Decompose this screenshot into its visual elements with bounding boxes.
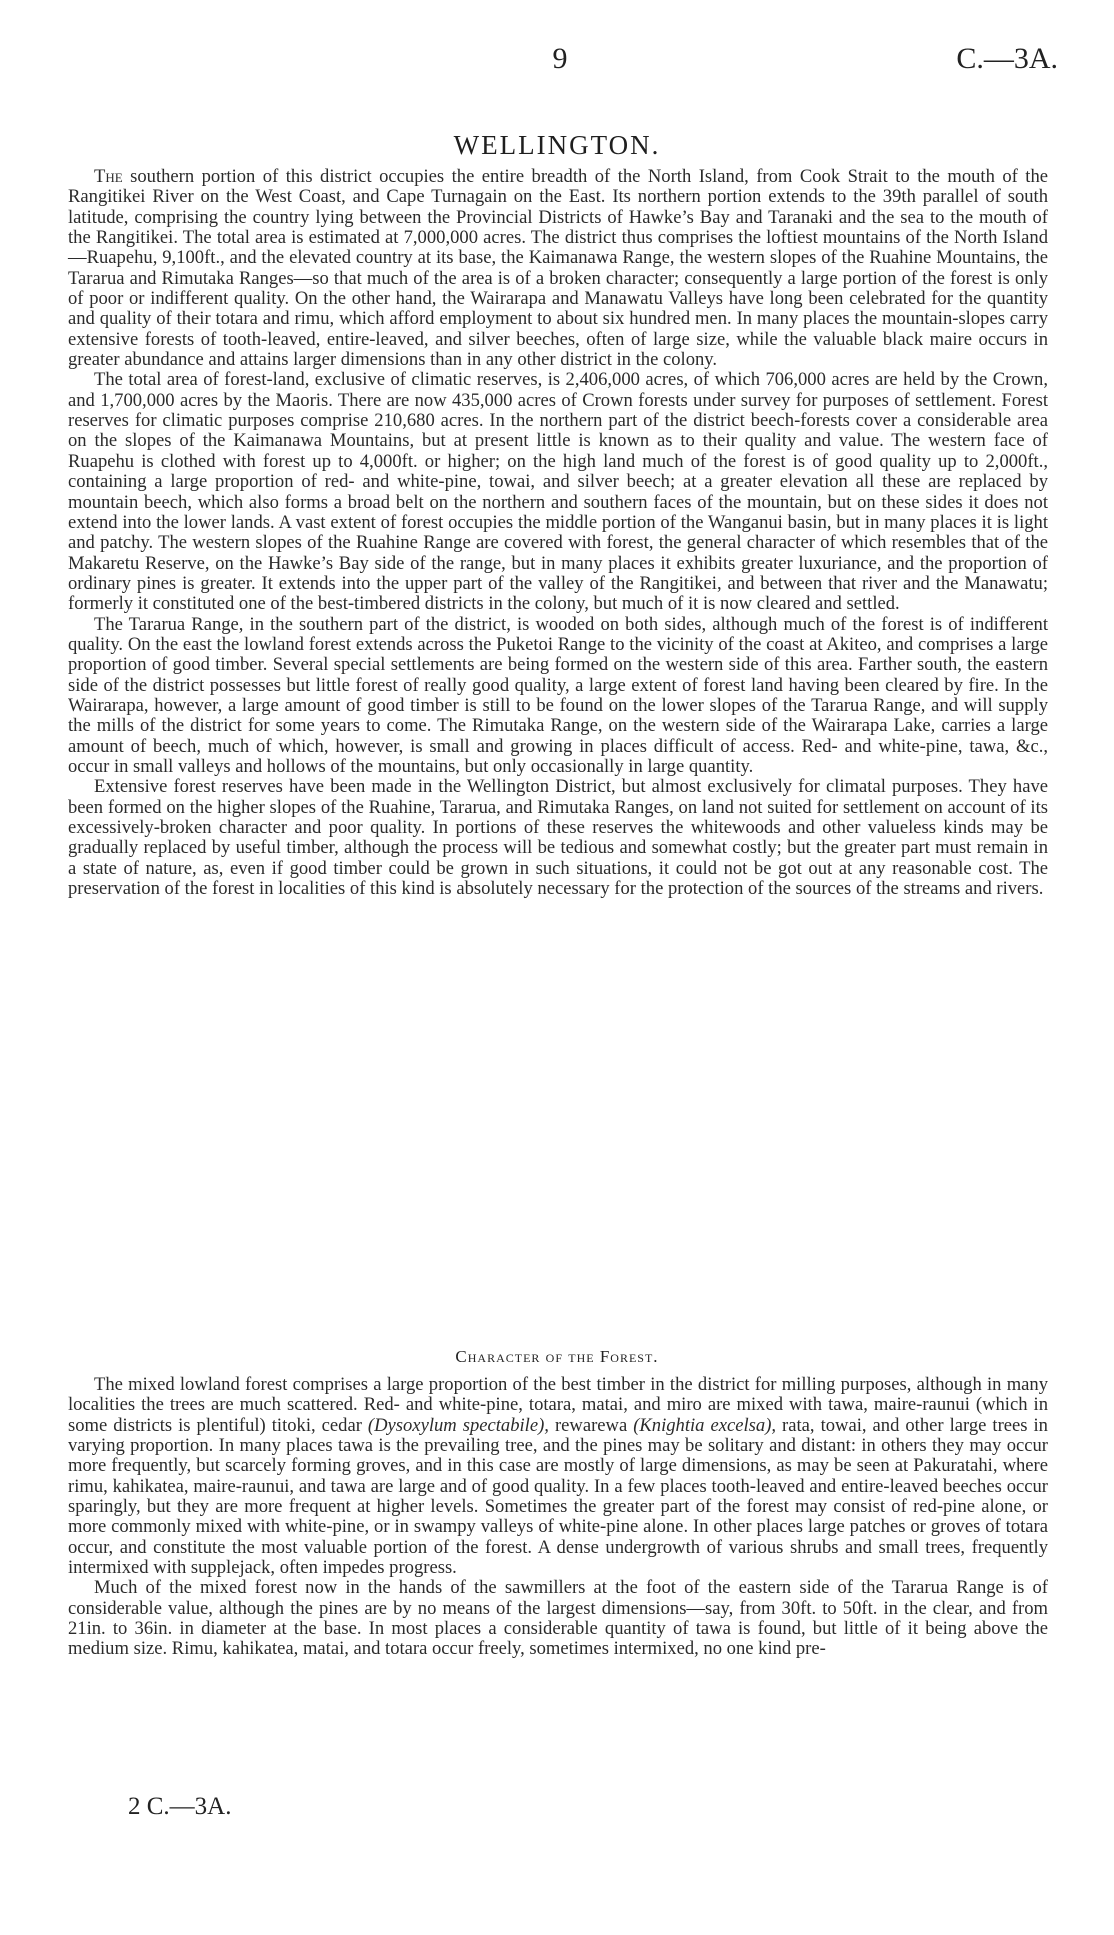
paragraph: Extensive forest reserves have been made in the Wellington District, but almost exclusively for climatal purposes. They have been formed on the higher slopes of the Ruahine, Tararua, and Rimutaka Ranges, on land not suited for settlement on account of its excessively-broken character and poor quality. In portions of these reserves the whitewoods and other valueless kinds may be gradually replaced by useful timber, although the process will be tedious and somewhat costly; but the greater part must remain in a state of nature, as, even if good timber could be grown in such situations, it could not be got out at any reasonable cost. The preservation of the forest in localities of this kind is absolutely necessary for the protection of the sources of the streams and rivers.	[68, 776, 1048, 900]
section-title-wellington: WELLINGTON.	[453, 130, 661, 160]
paragraph: The total area of forest-land, exclusive of climatic reserves, is 2,406,000 acres, of which 706,000 acres are held by the Crown, and 1,700,000 acres by the Maoris. There are now 435,000 acres of Crown forests under survey for purposes of settlement. Forest reserves for climatic purposes comprise 210,680 acres. In the northern part of the district beech-forests cover a considerable area on the slopes of the Kaimanawa Mountains, but at present little is known as to their quality and value. The western face of Ruapehu is clothed with forest up to 4,000ft. or higher; on the high land much of the forest is of good quality up to 2,000ft., containing a large proportion of red- and white-pine, towai, and silver beech; at a greater elevation all these are replaced by mountain beech, which also forms a broad belt on the northern and southern faces of the mountain, but on these sides it does not extend into the lower lands. A vast extent of forest occupies the middle portion of the Wanganui basin, but in many places it is light and patchy. The western slopes of the Ruahine Range are covered with forest, the general character of which resembles that of the Makaretu Reserve, on the Hawke’s Bay side of the range, but in many places it exhibits greater luxuriance, and the proportion of ordinary pines is greater. It extends into the upper part of the valley of the Rangitikei, and between that river and the Manawatu; formerly it constituted one of the best-timbered districts in the colony, but much of it is now cleared and settled.	[68, 369, 1048, 615]
document-reference: C.—3A.	[956, 42, 1058, 75]
paragraph: Much of the mixed forest now in the hands of the sawmillers at the foot of the eastern side of the Tararua Range is of considerable value, although the pines are by no means of the largest dimensions—say, from 30ft. to 50ft. in the clear, and from 21in. to 36in. in diameter at the base. In most places a considerable quantity of tawa is found, but little of it being above the medium size. Rimu, kahikatea, matai, and totara occur freely, sometimes intermixed, no one kind pre-	[68, 1577, 1048, 1660]
paragraph-text: southern portion of this district occupies the entire breadth of the North Island, from Cook Strait to the mouth of the Rangitikei River on the West Coast, and Cape Turnagain on the East. Its northern portion extends to the 39th parallel of south latitude, comprising the country lying between the Provincial Districts of Hawke’s Bay and Taranaki and the sea to the mouth of the Rangitikei. The total area is estimated at 7,000,000 acres. The district thus comprises the loftiest mountains of the North Island—Ruapehu, 9,100ft., and the elevated country at its base, the Kaimanawa Range, the western slopes of the Ruahine Mountains, the Tararua and Rimutaka Ranges—so that much of the area is of a broken character; consequently a large portion of the forest is only of poor or indifferent quality. On the other hand, the Wairarapa and Manawatu Valleys have long been celebrated for the quantity and quality of their totara and rimu, which afford employment to about six hundred men. In many places the mountain-slopes carry extensive forests of tooth-leaved, entire-leaved, and silver beeches, often of large size, while the valuable black maire occurs in greater abundance and attains larger dimensions than in any other district in the colony.	[68, 166, 1048, 371]
wellington-section-body	[68, 167, 1048, 899]
paragraph-text: The mixed lowland forest comprises a large proportion of the best timber in the district for milling purposes, although in many localities the trees are much scattered. Red- and white-pine, totara, matai, and miro are mixed with tawa, maire-raunui (which in some districts is plentiful) titoki, cedar	[68, 1374, 1048, 1436]
paragraph: The Tararua Range, in the southern part of the district, is wooded on both sides, although much of the forest is of indifferent quality. On the east the lowland forest extends across the Puketoi Range to the vicinity of the coast at Akiteo, and comprises a large proportion of good timber. Several special settlements are being formed on the western side of this area. Farther south, the eastern side of the district possesses but little forest of really good quality, a large extent of forest land having been cleared by fire. In the Wairarapa, however, a large amount of good timber is still to be found on the lower slopes of the Tararua Range, and will supply the mills of the district for some years to come. The Rimutaka Range, on the western side of the Wairarapa Lake, carries a large amount of beech, much of which, however, is small and growing in places difficult of access. Red- and white-pine, tawa, &c., occur in small valleys and hollows of the mountains, but only occasionally in large quantity.	[68, 613, 1048, 777]
paragraph	[68, 167, 1048, 370]
paragraph-first-word: The	[94, 166, 123, 187]
botanical-name: (Knightia excelsa),	[633, 1414, 777, 1436]
page-number: 9	[552, 42, 568, 75]
paragraph	[68, 1375, 1048, 1578]
character-section-body	[68, 1375, 1048, 1660]
printer-signature: 2 C.—3A.	[128, 1793, 232, 1820]
subsection-title-character-of-forest: Character of the Forest.	[455, 1347, 659, 1366]
botanical-name: (Dysoxylum spectabile),	[367, 1414, 549, 1436]
paragraph-text: rewarewa	[548, 1414, 634, 1436]
paragraph-text: rata, towai, and other large trees in varying proportion. In many places tawa is the prevailing tree, and the pines may be solitary and distant: in others they may occur more frequently, but scarcely forming groves, and in this case are mostly of large dimensions, as may be seen at Pakuratahi, where rimu, kahikatea, maire-raunui, and tawa are large and of good quality. In a few places tooth-leaved and entire-leaved beeches occur sparingly, but they are more frequent at higher levels. Sometimes the greater part of the forest may consist of red-pine alone, or more commonly mixed with white-pine, or in swampy valleys of white-pine alone. In other places large patches or groves of totara occur, and constitute the most valuable portion of the forest. A dense undergrowth of various shrubs and small trees, frequently intermixed with supplejack, often impedes progress.	[68, 1414, 1048, 1579]
